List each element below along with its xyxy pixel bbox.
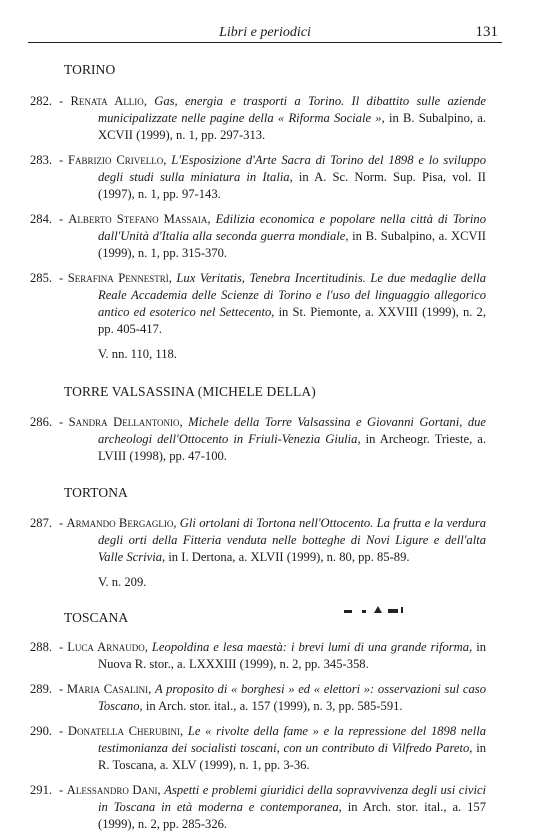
entry-text	[59, 723, 487, 774]
header-rule	[28, 42, 502, 43]
entry-citation: , in B. Subalpino, a. XCVII (1999), n. 1, pp. 315-370.	[98, 229, 486, 260]
bibliography-entry	[30, 723, 486, 774]
entry-lead: - Donatella Cherubini,	[59, 724, 188, 738]
entry-citation: , in Nuova R. stor., a. LXXXIII (1999), n. 2, pp. 345-358.	[98, 640, 487, 671]
bibliography-content	[0, 62, 550, 833]
running-title: Libri e periodici	[219, 25, 311, 40]
bibliography-entry	[30, 515, 486, 566]
entry-number: 285.	[30, 271, 53, 285]
entry-number: 291.	[30, 783, 53, 797]
entry-number: 287.	[30, 516, 53, 530]
entry-lead: - Serafina Pennestrì,	[59, 271, 177, 285]
printing-mark	[340, 605, 410, 615]
entry-title: Gas, energia e trasporti a Torino. Il dibattito sulle aziende municipalizzate nelle pagine della « Riforma Sociale »	[98, 94, 486, 125]
bibliography-entry	[30, 270, 486, 338]
entry-number: 288.	[30, 640, 53, 654]
entry-number: 283.	[30, 153, 53, 167]
section-heading: TOSCANA	[64, 610, 129, 625]
entry-citation: , in St. Piemonte, a. XXVIII (1999), n. 2, pp. 405-417.	[98, 305, 486, 336]
entry-number: 282.	[30, 94, 53, 108]
entry-lead: - Alberto Stefano Massaia,	[59, 212, 216, 226]
see-also-note: V. nn. 110, 118.	[98, 347, 177, 361]
entry-citation: , in R. Toscana, a. XLV (1999), n. 1, pp. 3-36.	[98, 741, 487, 772]
entry-title: L'Esposizione d'Arte Sacra di Torino del 1898 e lo sviluppo degli studi sulla miniatura in Italia	[98, 153, 487, 184]
entry-text	[59, 270, 487, 338]
entry-author: Serafina Pennestrì	[67, 271, 169, 285]
bibliography-entry	[30, 681, 486, 715]
entry-text	[59, 782, 487, 833]
entry-lead: - Renata Allio,	[59, 94, 155, 108]
entry-text	[59, 93, 486, 144]
entry-number: 289.	[30, 682, 53, 696]
entry-citation: , in Arch. stor. ital., a. 157 (1999), n. 2, pp. 285-326.	[98, 800, 486, 831]
entry-lead: - Maria Casalini,	[59, 682, 155, 696]
bibliography-entry	[30, 93, 486, 144]
entry-author: Sandra Dellantonio	[68, 415, 180, 429]
entry-lead: - Sandra Dellantonio,	[59, 415, 189, 429]
page-number: 131	[475, 24, 498, 40]
entry-text	[59, 152, 487, 203]
entry-title: Aspetti e problemi giuridici della sopravvivenza degli usi civici in Toscana in età moderna e contemporanea	[98, 783, 487, 814]
entry-author: Alberto Stefano Massaia	[68, 212, 208, 226]
entry-author: Alessandro Dani	[66, 783, 158, 797]
section-heading: TORRE VALSASSINA (MICHELE DELLA)	[64, 384, 316, 399]
entry-citation: , in I. Dertona, a. XLVII (1999), n. 80, pp. 85-89.	[162, 550, 410, 564]
entry-text	[59, 515, 487, 566]
section-heading: TORTONA	[64, 485, 128, 500]
bibliography-entry	[30, 211, 486, 262]
entry-lead: - Fabrizio Crivello,	[59, 153, 172, 167]
bibliography-entry	[30, 414, 486, 465]
bibliography-entry	[30, 152, 486, 203]
entry-text	[59, 639, 487, 673]
entry-title: Le « rivolte della fame » e la repressione del 1898 nella testimonianza dei socialisti toscani, con un contributo di Vilfredo Pareto	[98, 724, 487, 755]
entry-author: Fabrizio Crivello	[68, 153, 164, 167]
section-heading: TORINO	[64, 62, 116, 77]
entry-number: 290.	[30, 724, 53, 738]
entry-title: A proposito di « borghesi » ed « elettori »: osservazioni sul caso Toscano	[98, 682, 486, 713]
entry-author: Renata Allio	[70, 94, 144, 108]
entry-lead: - Armando Bergaglio,	[59, 516, 180, 530]
entry-title: Leopoldina e lesa maestà: i brevi lumi di una grande riforma	[151, 640, 470, 654]
entry-title: Gli ortolani di Tortona nell'Ottocento. La frutta e la verdura degli orti della Fitteria venduta nelle botteghe di Novi Ligure e dell'alta Valle Scrivia	[98, 516, 487, 564]
entry-lead: - Alessandro Dani,	[59, 783, 165, 797]
entry-author: Donatella Cherubini	[67, 724, 181, 738]
entry-number: 284.	[30, 212, 53, 226]
entry-citation: , in Arch. stor. ital., a. 157 (1999), n. 3, pp. 585-591.	[139, 699, 403, 713]
entry-title: Lux Veritatis, Tenebra Incertitudinis. Le due medaglie della Reale Accademia delle Scienze di Torino e l'uso del linguaggio allegorico antico ed esoterico nel Settecento	[98, 271, 487, 319]
bibliography-entry	[30, 639, 486, 673]
entry-citation: , in A. Sc. Norm. Sup. Pisa, vol. II (1997), n. 1, pp. 97-143.	[98, 170, 486, 201]
entry-author: Luca Arnaudo	[67, 640, 145, 654]
entry-text	[59, 211, 486, 262]
entry-text	[59, 681, 486, 715]
running-header	[28, 20, 502, 44]
entry-lead: - Luca Arnaudo,	[59, 640, 152, 654]
entry-citation: , in B. Subalpino, a. XCVII (1999), n. 1, pp. 297-313.	[98, 111, 486, 142]
entry-title: Edilizia economica e popolare nella città di Torino dall'Unità d'Italia alla seconda guerra mondiale	[98, 212, 486, 243]
entry-author: Armando Bergaglio	[66, 516, 174, 530]
bibliography-entry	[30, 782, 486, 833]
entry-author: Maria Casalini	[66, 682, 149, 696]
entry-title: Michele della Torre Valsassina e Giovanni Gortani, due archeologi dell'Ottocento in Friuli-Venezia Giulia	[98, 415, 487, 446]
see-also-note: V. n. 209.	[98, 575, 147, 589]
entry-text	[59, 414, 487, 465]
entry-citation: , in Archeogr. Trieste, a. LVIII (1998), pp. 47-100.	[98, 432, 486, 463]
entry-number: 286.	[30, 415, 53, 429]
